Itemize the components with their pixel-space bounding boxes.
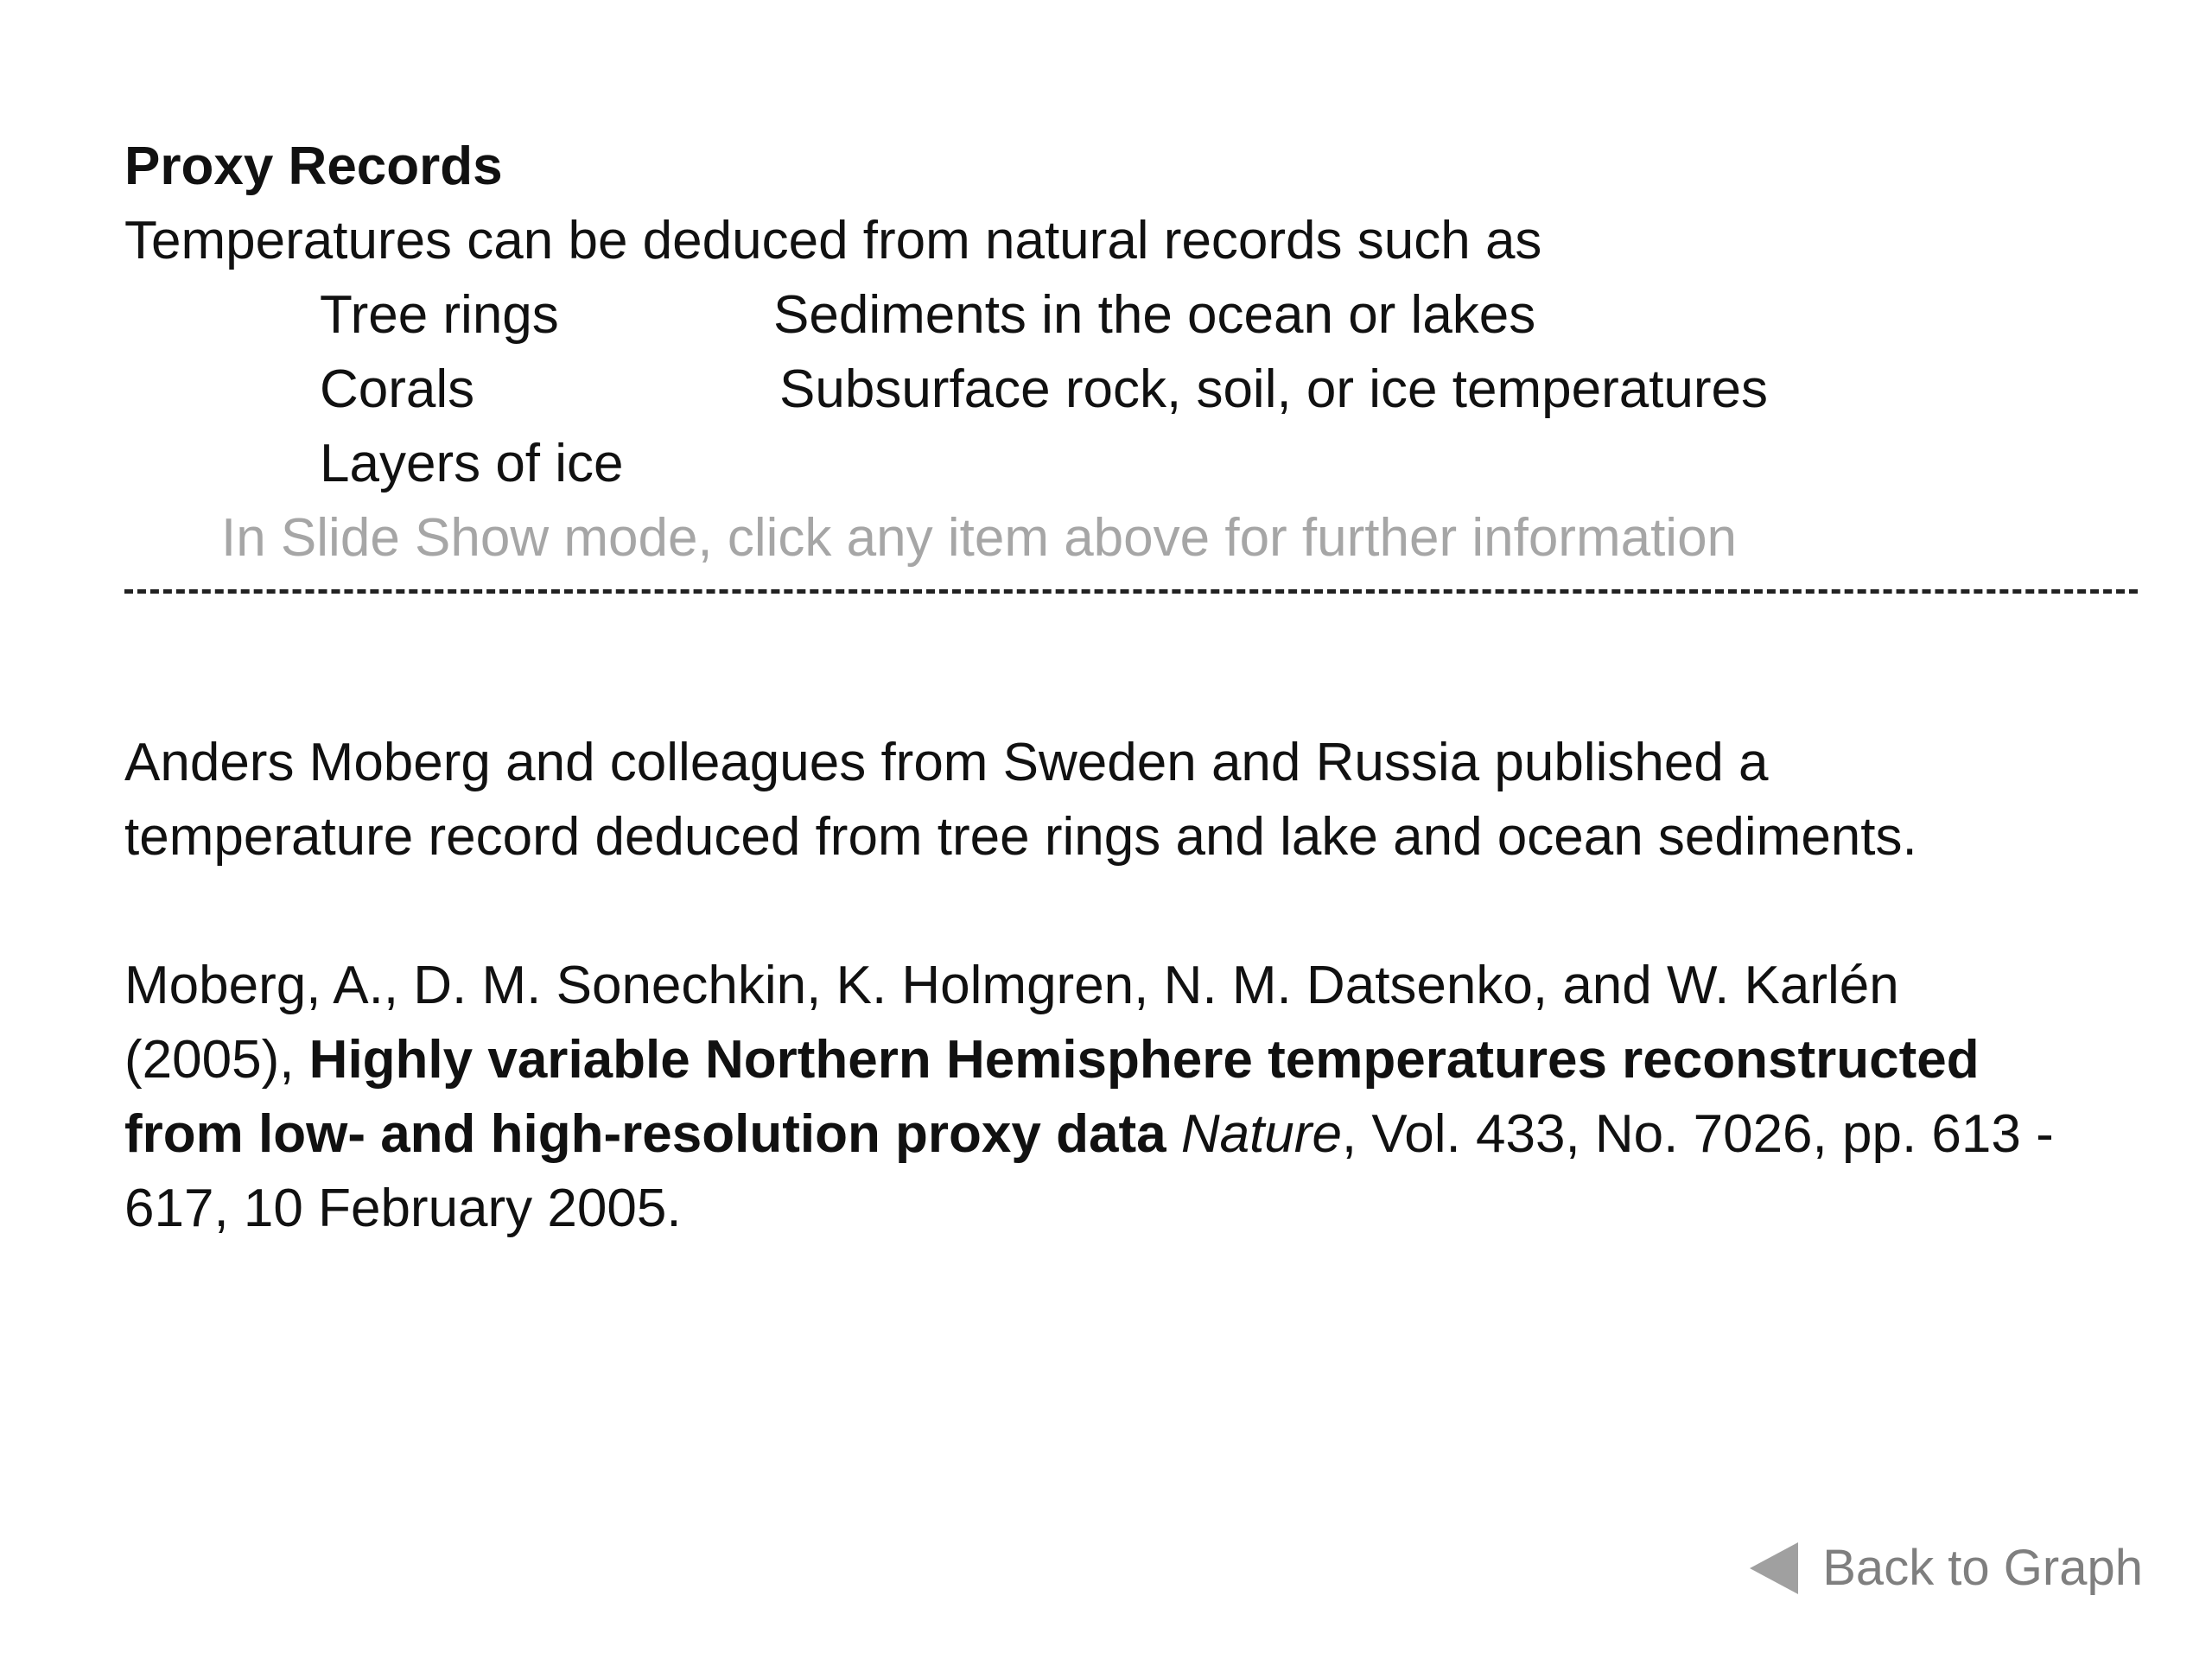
back-arrow-icon (1750, 1542, 1798, 1594)
summary-line-1: Anders Moberg and colleagues from Sweden and Russia published a (124, 733, 1769, 792)
citation-title-part2: from low- and high-resolution proxy data (124, 1104, 1166, 1164)
citation-details: , Vol. 433, No. 7026, pp. 613 - (1341, 1104, 2054, 1164)
proxy-item-corals[interactable]: Corals (320, 359, 475, 419)
proxy-item-subsurface[interactable]: Subsurface rock, soil, or ice temperatures (779, 359, 1769, 419)
citation-line-2 (124, 1023, 1980, 1097)
summary-line-2: temperature record deduced from tree rings and lake and ocean sediments. (124, 807, 1917, 867)
back-to-graph-label: Back to Graph (1822, 1540, 2143, 1596)
citation-authors: Moberg, A., D. M. Sonechkin, K. Holmgren, N. M. Datsenko, and W. Karlén (124, 956, 1899, 1015)
proxy-item-tree-rings[interactable]: Tree rings (320, 285, 559, 345)
proxy-item-layers-of-ice[interactable]: Layers of ice (320, 434, 624, 493)
citation-year: (2005), (124, 1030, 309, 1090)
back-to-graph-button[interactable] (1750, 1538, 2143, 1599)
slideshow-hint: In Slide Show mode, click any item above for further information (221, 508, 1738, 568)
citation-line-4: 617, 10 February 2005. (124, 1179, 682, 1238)
slide-heading: Proxy Records (124, 137, 503, 196)
intro-text: Temperatures can be deduced from natural records such as (124, 211, 1542, 270)
dashed-divider (124, 589, 2138, 594)
proxy-item-sediments[interactable]: Sediments in the ocean or lakes (773, 285, 1536, 345)
citation-journal: Nature (1180, 1104, 1342, 1164)
citation-title-part1: Highly variable Northern Hemisphere temperatures reconstructed (308, 1030, 1980, 1090)
citation-line-3 (124, 1097, 2054, 1172)
